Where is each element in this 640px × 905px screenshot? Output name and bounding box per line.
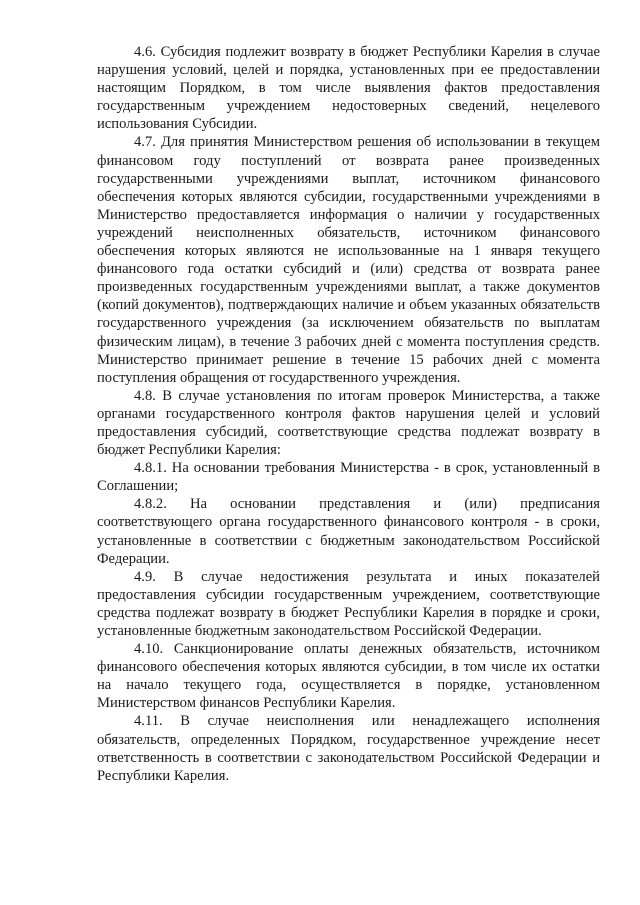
document-page	[97, 43, 600, 785]
paragraph-4-8-2: 4.8.2. На основании представления и (или) предписания соответствующего органа государственного финансового контроля - в сроки, установленные в соответствии с бюджетным законодательством Российской Федерации.	[97, 496, 600, 567]
paragraph-4-9: 4.9. В случае недостижения результата и иных показателей предоставления субсидии государственным учреждением, соответствующие средства подлежат возврату в бюджет Республики Карелия в порядке и сроки, установленные бюджетным законодательством Российской Федерации.	[97, 568, 600, 639]
paragraph-4-8-1: 4.8.1. На основании требования Министерства - в срок, установленный в Соглашении;	[97, 460, 600, 495]
paragraph-4-8: 4.8. В случае установления по итогам проверок Министерства, а также органами государственного контроля фактов нарушения целей и условий предоставления субсидий, соответствующие средства подлежат возврату в бюджет Республики Карелия:	[97, 387, 600, 459]
paragraph-4-10: 4.10. Санкционирование оплаты денежных обязательств, источником финансового обеспечения которых являются субсидии, в том числе их остатки на начало текущего года, осуществляется в порядке, установленном Министерством финансов Республики Карелия.	[97, 641, 600, 712]
paragraph-4-11: 4.11. В случае неисполнения или ненадлежащего исполнения обязательств, определенных Порядком, государственное учреждение несет ответственность в соответствии с законодательством Российской Федерации и Республики Карелия.	[97, 713, 600, 784]
paragraph-4-7: 4.7. Для принятия Министерством решения об использовании в текущем финансовом году поступлений от возврата ранее произведенных государственными учреждениями выплат, источником финансового обеспечения которых являются субсидии, государственными учреждениями в Министерство предоставляется информация о наличии у государственных учреждений неисполненных обязательств, источником финансового обеспечения которых являются не использованные на 1 января текущего финансового года остатки субсидий и (или) средства от возврата ранее произведенных государственным учреждениями выплат, а также документов (копий документов), подтверждающих наличие и объем указанных обязательств государственного учреждения (за исключением обязательств по выплатам физическим лицам), в течение 3 рабочих дней с момента поступления средств. Министерство принимает решение в течение 15 рабочих дней с момента поступления обращения от государственного учреждения.	[97, 134, 600, 386]
paragraph-4-6: 4.6. Субсидия подлежит возврату в бюджет Республики Карелия в случае нарушения условий, целей и порядка, установленных при ее предоставлении настоящим Порядком, в том числе выявления фактов предоставления государственным учреждением недостоверных сведений, нецелевого использования Субсидии.	[97, 44, 600, 133]
